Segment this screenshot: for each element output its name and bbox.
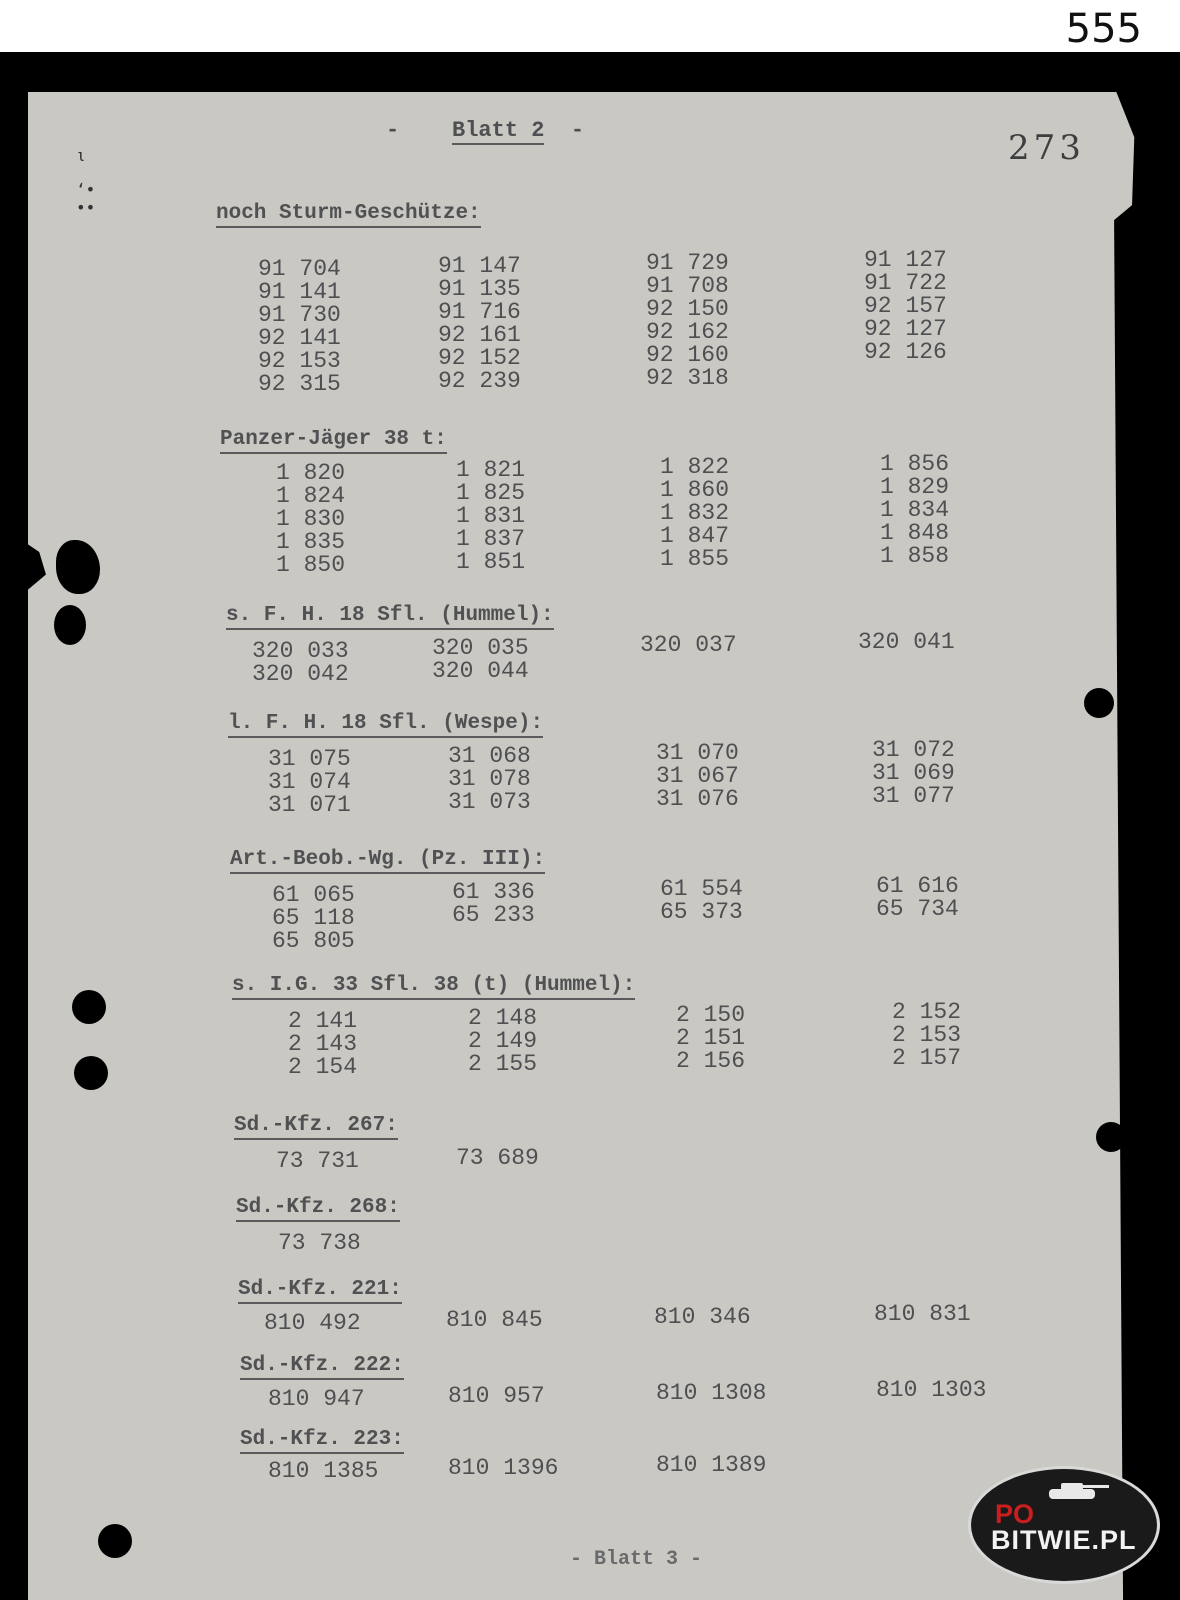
serial-number: 65 233 (452, 902, 535, 928)
serial-number: 65 373 (660, 899, 743, 925)
serial-number: 810 1303 (876, 1377, 987, 1403)
serial-number-column (640, 634, 737, 657)
serial-number: 810 957 (448, 1383, 545, 1409)
section-heading: s. I.G. 33 Sfl. 38 (t) (Hummel): (232, 974, 635, 1000)
tank-icon (1041, 1479, 1111, 1501)
serial-number-column (448, 1385, 545, 1408)
serial-number: 92 160 (646, 342, 729, 368)
folio-number: 273 (1008, 128, 1085, 168)
serial-number-column (432, 637, 529, 683)
watermark-logo (968, 1466, 1160, 1584)
margin-mark: ʻ• (76, 180, 96, 199)
serial-number: 2 148 (468, 1005, 538, 1031)
serial-number: 92 162 (646, 319, 729, 345)
serial-number-column (258, 258, 341, 396)
document-sheet (28, 92, 1150, 1600)
serial-number: 61 616 (876, 873, 959, 899)
serial-number-column (276, 462, 345, 577)
serial-number-column (456, 1147, 539, 1170)
serial-number: 2 153 (892, 1022, 962, 1048)
serial-number-column (660, 456, 729, 571)
serial-number-column (278, 1232, 361, 1255)
serial-number: 1 830 (276, 506, 346, 532)
serial-number: 2 155 (468, 1051, 538, 1077)
serial-number-column (268, 1388, 365, 1411)
serial-number: 91 704 (258, 256, 341, 282)
serial-number-column (264, 1312, 361, 1335)
serial-number: 810 947 (268, 1386, 365, 1412)
section-heading: Panzer-Jäger 38 t: (220, 428, 447, 454)
serial-number: 320 041 (858, 629, 955, 655)
serial-number: 810 1385 (268, 1458, 379, 1484)
serial-number-column (468, 1007, 537, 1076)
section-heading: Sd.-Kfz. 222: (240, 1354, 404, 1380)
serial-number: 810 831 (874, 1301, 971, 1327)
serial-number: 1 856 (880, 451, 950, 477)
section-heading: Art.-Beob.-Wg. (Pz. III): (230, 848, 545, 874)
serial-number: 91 141 (258, 279, 341, 305)
serial-number: 31 072 (872, 737, 955, 763)
serial-number: 61 065 (272, 882, 355, 908)
serial-number: 1 850 (276, 552, 346, 578)
serial-number: 65 118 (272, 905, 355, 931)
serial-number: 2 149 (468, 1028, 538, 1054)
serial-number-column (892, 1001, 961, 1070)
margin-mark: ι (76, 146, 86, 165)
serial-number: 92 150 (646, 296, 729, 322)
punch-hole (74, 1056, 108, 1090)
archive-page-number: 555 (1065, 6, 1142, 52)
serial-number: 2 143 (288, 1031, 358, 1057)
serial-number: 61 336 (452, 879, 535, 905)
serial-number: 2 141 (288, 1008, 358, 1034)
serial-number: 1 851 (456, 549, 526, 575)
serial-number-column (456, 459, 525, 574)
punch-hole (72, 990, 106, 1024)
section-heading: noch Sturm-Geschütze: (216, 202, 481, 228)
serial-number: 92 161 (438, 322, 521, 348)
serial-number: 92 153 (258, 348, 341, 374)
serial-number: 91 147 (438, 253, 521, 279)
serial-number-column (276, 1150, 359, 1173)
serial-number: 31 074 (268, 769, 351, 795)
serial-number: 92 152 (438, 345, 521, 371)
serial-number: 31 068 (448, 743, 531, 769)
serial-number: 2 156 (676, 1048, 746, 1074)
serial-number: 320 035 (432, 635, 529, 661)
section-heading: Sd.-Kfz. 221: (238, 1278, 402, 1304)
serial-number: 65 734 (876, 896, 959, 922)
serial-number: 1 821 (456, 457, 526, 483)
serial-number: 31 071 (268, 792, 351, 818)
serial-number-column (864, 249, 947, 364)
serial-number: 92 239 (438, 368, 521, 394)
serial-number: 1 855 (660, 546, 730, 572)
serial-number: 31 073 (448, 789, 531, 815)
serial-number-column (268, 748, 351, 817)
serial-number-column (872, 739, 955, 808)
punch-hole (98, 1524, 132, 1558)
margin-mark: •• (76, 198, 96, 217)
logo-text-po: PO (995, 1499, 1035, 1529)
serial-number: 92 126 (864, 339, 947, 365)
serial-number: 1 858 (880, 543, 950, 569)
serial-number-column (876, 1379, 986, 1402)
serial-number: 810 492 (264, 1310, 361, 1336)
serial-number: 73 731 (276, 1148, 359, 1174)
section-heading: Sd.-Kfz. 223: (240, 1428, 404, 1454)
serial-number: 320 044 (432, 658, 529, 684)
serial-number: 31 070 (656, 740, 739, 766)
serial-number: 2 157 (892, 1045, 962, 1071)
serial-number-column (272, 884, 355, 953)
section-heading: l. F. H. 18 Sfl. (Wespe): (228, 712, 543, 738)
serial-number: 31 067 (656, 763, 739, 789)
serial-number: 1 822 (660, 454, 730, 480)
serial-number: 320 037 (640, 632, 737, 658)
punch-hole (1084, 688, 1114, 718)
serial-number: 92 318 (646, 365, 729, 391)
serial-number-column (438, 255, 521, 393)
serial-number: 31 078 (448, 766, 531, 792)
serial-number-column (874, 1303, 971, 1326)
serial-number: 91 708 (646, 273, 729, 299)
punch-hole (54, 605, 86, 645)
serial-number: 31 077 (872, 783, 955, 809)
serial-number: 1 837 (456, 526, 526, 552)
section-heading: Sd.-Kfz. 268: (236, 1196, 400, 1222)
serial-number: 2 150 (676, 1002, 746, 1028)
serial-number: 1 835 (276, 529, 346, 555)
serial-number-column (446, 1309, 543, 1332)
serial-number: 65 805 (272, 928, 355, 954)
serial-number-column (876, 875, 959, 921)
serial-number: 91 730 (258, 302, 341, 328)
serial-number: 1 825 (456, 480, 526, 506)
page-footer: - Blatt 3 - (570, 1548, 703, 1571)
serial-number-column (656, 742, 739, 811)
serial-number-column (654, 1306, 751, 1329)
serial-number: 92 157 (864, 293, 947, 319)
page-header: - Blatt 2 - (386, 118, 585, 143)
serial-number-column (660, 878, 743, 924)
serial-number: 1 834 (880, 497, 950, 523)
serial-number: 2 152 (892, 999, 962, 1025)
serial-number: 1 824 (276, 483, 346, 509)
serial-number: 810 1389 (656, 1452, 767, 1478)
serial-number-column (656, 1382, 766, 1405)
serial-number: 320 033 (252, 638, 349, 664)
serial-number: 73 738 (278, 1230, 361, 1256)
serial-number: 31 069 (872, 760, 955, 786)
section-heading: Sd.-Kfz. 267: (234, 1114, 398, 1140)
serial-number: 91 716 (438, 299, 521, 325)
serial-number-column (448, 745, 531, 814)
serial-number: 91 722 (864, 270, 947, 296)
serial-number: 91 729 (646, 250, 729, 276)
serial-number: 810 346 (654, 1304, 751, 1330)
serial-number: 1 831 (456, 503, 526, 529)
serial-number: 31 075 (268, 746, 351, 772)
serial-number: 1 860 (660, 477, 730, 503)
serial-number: 1 848 (880, 520, 950, 546)
serial-number-column (268, 1460, 378, 1483)
serial-number-column (452, 881, 535, 927)
serial-number: 91 135 (438, 276, 521, 302)
logo-text-bitwie: BITWIE.PL (991, 1525, 1137, 1555)
serial-number: 92 315 (258, 371, 341, 397)
serial-number: 61 554 (660, 876, 743, 902)
serial-number: 1 829 (880, 474, 950, 500)
serial-number: 810 1308 (656, 1380, 767, 1406)
section-heading: s. F. H. 18 Sfl. (Hummel): (226, 604, 554, 630)
serial-number: 73 689 (456, 1145, 539, 1171)
serial-number: 1 847 (660, 523, 730, 549)
punch-hole (1096, 1122, 1126, 1152)
serial-number-column (880, 453, 949, 568)
serial-number: 92 141 (258, 325, 341, 351)
serial-number: 92 127 (864, 316, 947, 342)
serial-number-column (646, 252, 729, 390)
serial-number: 2 154 (288, 1054, 358, 1080)
serial-number-column (288, 1010, 357, 1079)
serial-number: 320 042 (252, 661, 349, 687)
serial-number-column (448, 1457, 558, 1480)
serial-number: 1 820 (276, 460, 346, 486)
serial-number-column (656, 1454, 766, 1477)
serial-number: 810 1396 (448, 1455, 559, 1481)
serial-number: 1 832 (660, 500, 730, 526)
serial-number: 31 076 (656, 786, 739, 812)
serial-number: 91 127 (864, 247, 947, 273)
serial-number: 2 151 (676, 1025, 746, 1051)
serial-number-column (252, 640, 349, 686)
serial-number-column (858, 631, 955, 654)
serial-number: 810 845 (446, 1307, 543, 1333)
serial-number-column (676, 1004, 745, 1073)
